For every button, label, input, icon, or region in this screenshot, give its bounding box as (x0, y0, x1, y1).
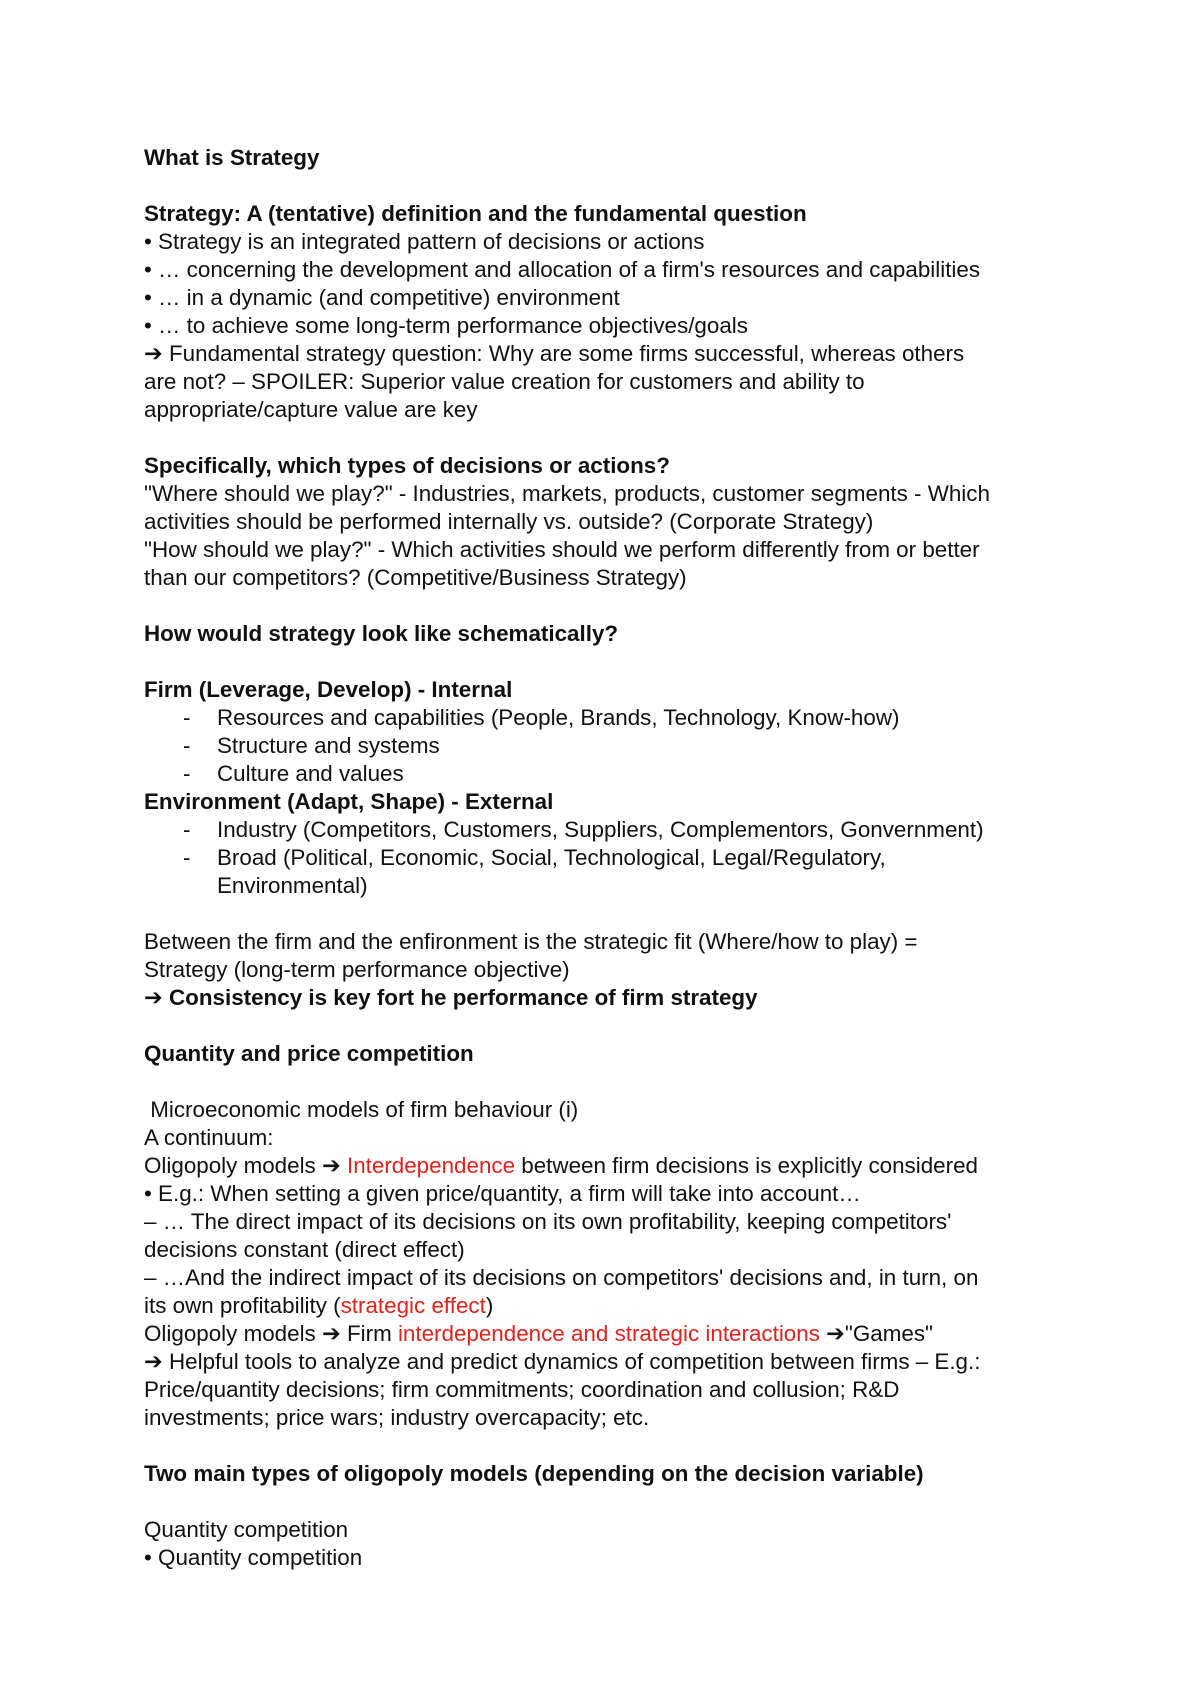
continuum-line: A continuum: (144, 1125, 274, 1150)
spacer (144, 900, 1100, 928)
spacer (144, 1068, 1100, 1096)
strategic-fit-line-1: Between the firm and the enfironment is the strategic fit (Where/how to play) = (144, 929, 918, 954)
games-text: "Games" (844, 1321, 933, 1346)
indirect-effect-line-1: – …And the indirect impact of its decisions on competitors' decisions and, in turn, on (144, 1265, 979, 1290)
arrow-icon: ➔ (321, 1321, 341, 1346)
fundamental-question-line-3: appropriate/capture value are key (144, 397, 478, 422)
env-list-item-text: Industry (Competitors, Customers, Suppliers, Complementors, Gonvernment) (217, 817, 984, 842)
consistency-text: Consistency is key fort he performance of firm strategy (169, 985, 758, 1010)
indirect-text-pre: its own profitability ( (144, 1293, 341, 1318)
definition-bullet-3: • … in a dynamic (and competitive) environment (144, 285, 620, 310)
env-list-item (144, 844, 1100, 872)
decisions-line-3: "How should we play?" - Which activities should we perform differently from or better (144, 537, 980, 562)
arrow-icon: ➔ (321, 1153, 341, 1178)
fundamental-question-line-2: are not? – SPOILER: Superior value creation for customers and ability to (144, 369, 865, 394)
tools-line-3: investments; price wars; industry overcapacity; etc. (144, 1405, 650, 1430)
definition-bullet-4: • … to achieve some long-term performance objectives/goals (144, 313, 748, 338)
spacer (144, 172, 1100, 200)
firm-list-item-text: Culture and values (217, 761, 404, 786)
strategic-effect-highlight: strategic effect (340, 1293, 486, 1318)
oligopoly-line-2 (144, 1320, 1100, 1348)
decisions-line-4: than our competitors? (Competitive/Business Strategy) (144, 565, 687, 590)
dash-marker: - (183, 761, 191, 786)
arrow-icon: ➔ (826, 1321, 845, 1346)
fundamental-question-line-1 (144, 340, 1100, 368)
tools-line-2: Price/quantity decisions; firm commitments; coordination and collusion; R&D (144, 1377, 900, 1402)
consistency-conclusion (144, 984, 1100, 1012)
firm-list-item (144, 732, 1100, 760)
strategic-fit-line-2: Strategy (long-term performance objective) (144, 957, 570, 982)
firm-list-item (144, 704, 1100, 732)
oligopoly-types-heading: Two main types of oligopoly models (depending on the decision variable) (144, 1461, 924, 1486)
firm-list-item-text: Structure and systems (217, 733, 440, 758)
arrow-icon: ➔ (144, 1349, 163, 1374)
arrow-icon: ➔ (144, 341, 163, 366)
oligopoly-text-mid: Firm (340, 1321, 398, 1346)
decisions-heading: Specifically, which types of decisions or actions? (144, 453, 670, 478)
microeconomic-line: Microeconomic models of firm behaviour (i) (144, 1097, 579, 1122)
dash-marker: - (183, 705, 191, 730)
arrow-icon: ➔ (144, 985, 163, 1010)
oligopoly-text-post: between firm decisions is explicitly considered (515, 1153, 978, 1178)
spacer (144, 1488, 1100, 1516)
env-list-item-text: Broad (Political, Economic, Social, Technological, Legal/Regulatory, (217, 845, 886, 870)
interdependence-highlight: Interdependence (346, 1153, 516, 1178)
strategic-interactions-highlight: interdependence and strategic interactions (397, 1321, 820, 1346)
spacer (144, 1012, 1100, 1040)
indirect-text-post: ) (485, 1293, 494, 1318)
direct-effect-line-2: decisions constant (direct effect) (144, 1237, 465, 1262)
schematic-heading: How would strategy look like schematically? (144, 621, 619, 646)
dash-marker: - (183, 817, 191, 842)
tools-text: Helpful tools to analyze and predict dynamics of competition between firms – E.g.: (169, 1349, 981, 1374)
quantity-competition-bullet: • Quantity competition (144, 1545, 363, 1570)
example-line: • E.g.: When setting a given price/quantity, a firm will take into account… (144, 1181, 861, 1206)
spacer (144, 424, 1100, 452)
direct-effect-line-1: – … The direct impact of its decisions on its own profitability, keeping competitors' (144, 1209, 952, 1234)
doc-title: What is Strategy (144, 145, 320, 170)
spacer (144, 1432, 1100, 1460)
oligopoly-text: Oligopoly models (144, 1321, 322, 1346)
competition-heading: Quantity and price competition (144, 1041, 474, 1066)
fundamental-question-text: Fundamental strategy question: Why are some firms successful, whereas others (169, 341, 965, 366)
definition-bullet-2: • … concerning the development and allocation of a firm's resources and capabilities (144, 257, 981, 282)
definition-heading: Strategy: A (tentative) definition and the fundamental question (144, 201, 807, 226)
definition-bullet-1: • Strategy is an integrated pattern of decisions or actions (144, 229, 705, 254)
environment-heading: Environment (Adapt, Shape) - External (144, 789, 554, 814)
firm-list-item-text: Resources and capabilities (People, Brands, Technology, Know-how) (217, 705, 900, 730)
tools-line-1 (144, 1348, 1100, 1376)
spacer (144, 648, 1100, 676)
decisions-line-2: activities should be performed internally vs. outside? (Corporate Strategy) (144, 509, 874, 534)
env-list-item-continuation: Environmental) (217, 873, 368, 898)
oligopoly-line-1 (144, 1152, 1100, 1180)
decisions-line-1: "Where should we play?" - Industries, markets, products, customer segments - Which (144, 481, 990, 506)
quantity-competition-line: Quantity competition (144, 1517, 349, 1542)
env-list-item (144, 816, 1100, 844)
firm-list-item (144, 760, 1100, 788)
dash-marker: - (183, 845, 191, 870)
spacer (144, 592, 1100, 620)
dash-marker: - (183, 733, 191, 758)
firm-heading: Firm (Leverage, Develop) - Internal (144, 677, 513, 702)
indirect-effect-line-2 (144, 1292, 1100, 1320)
oligopoly-text: Oligopoly models (144, 1153, 322, 1178)
